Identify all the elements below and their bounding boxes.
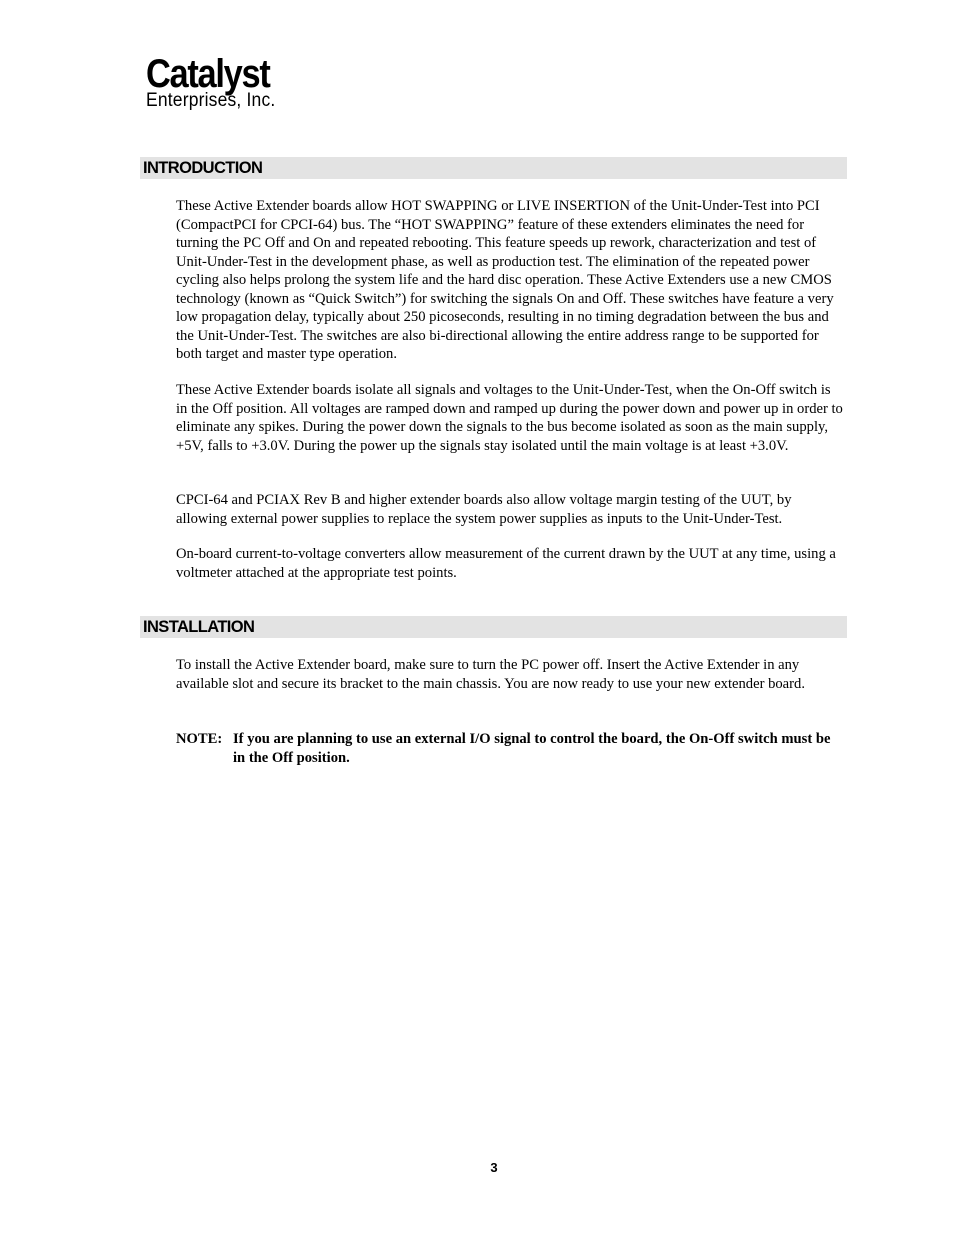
page-number: 3 (490, 1160, 498, 1175)
introduction-heading-bar (140, 157, 847, 179)
introduction-heading: INTRODUCTION (143, 159, 263, 177)
installation-heading-bar (140, 616, 847, 638)
intro-paragraph-2: These Active Extender boards isolate all signals and voltages to the Unit-Under-Test, when the On-Off switch is in the Off position. All voltages are ramped down and ramped up during the power down and power up in order to eliminate any spikes. During the power down the signals to the bus become isolated as soon as the main supply, +5V, falls to +3.0V. During the power up the signals stay isolated until the main voltage is at least +3.0V. (176, 382, 843, 454)
installation-paragraph: To install the Active Extender board, make sure to turn the PC power off. Insert the Active Extender in any available slot and secure its bracket to the main chassis. You are now ready to use your new extender board. (176, 657, 805, 692)
company-logo (146, 54, 346, 111)
note-label: NOTE: (176, 731, 223, 747)
note-text: If you are planning to use an external I/O signal to control the board, the On-Off switch must be in the Off position. (233, 731, 831, 766)
installation-note (176, 730, 844, 767)
logo-wordmark: Catalyst (146, 52, 270, 96)
intro-paragraph-1: These Active Extender boards allow HOT SWAPPING or LIVE INSERTION of the Unit-Under-Test into PCI (CompactPCI for CPCI-64) bus. The “HOT SWAPPING” feature of these extenders eliminates the need for turning the PC Off and On and repeated rebooting. This feature speeds up rework, characterization and test of Unit-Under-Test in the development phase, as well as production test. The elimination of the repeated power cycling also helps prolong the system life and the hard disc operation. These Active Extenders use a new CMOS technology (known as “Quick Switch”) for switching the signals On and Off. These switches have feature a very low propagation delay, typically about 250 picoseconds, resulting in no timing degradation between the bus and the Unit-Under-Test. The switches are also bi-directional allowing the entire address range to be supported for both target and master type operation. (176, 198, 834, 362)
installation-heading: INSTALLATION (143, 618, 255, 636)
intro-paragraph-3: CPCI-64 and PCIAX Rev B and higher extender boards also allow voltage margin testing of the UUT, by allowing external power supplies to replace the system power supplies as inputs to the Unit-Under-Test. (176, 492, 792, 527)
intro-paragraph-4: On-board current-to-voltage converters allow measurement of the current drawn by the UUT at any time, using a voltmeter attached at the appropriate test points. (176, 546, 836, 581)
logo-subtitle: Enterprises, Inc. (146, 90, 276, 111)
